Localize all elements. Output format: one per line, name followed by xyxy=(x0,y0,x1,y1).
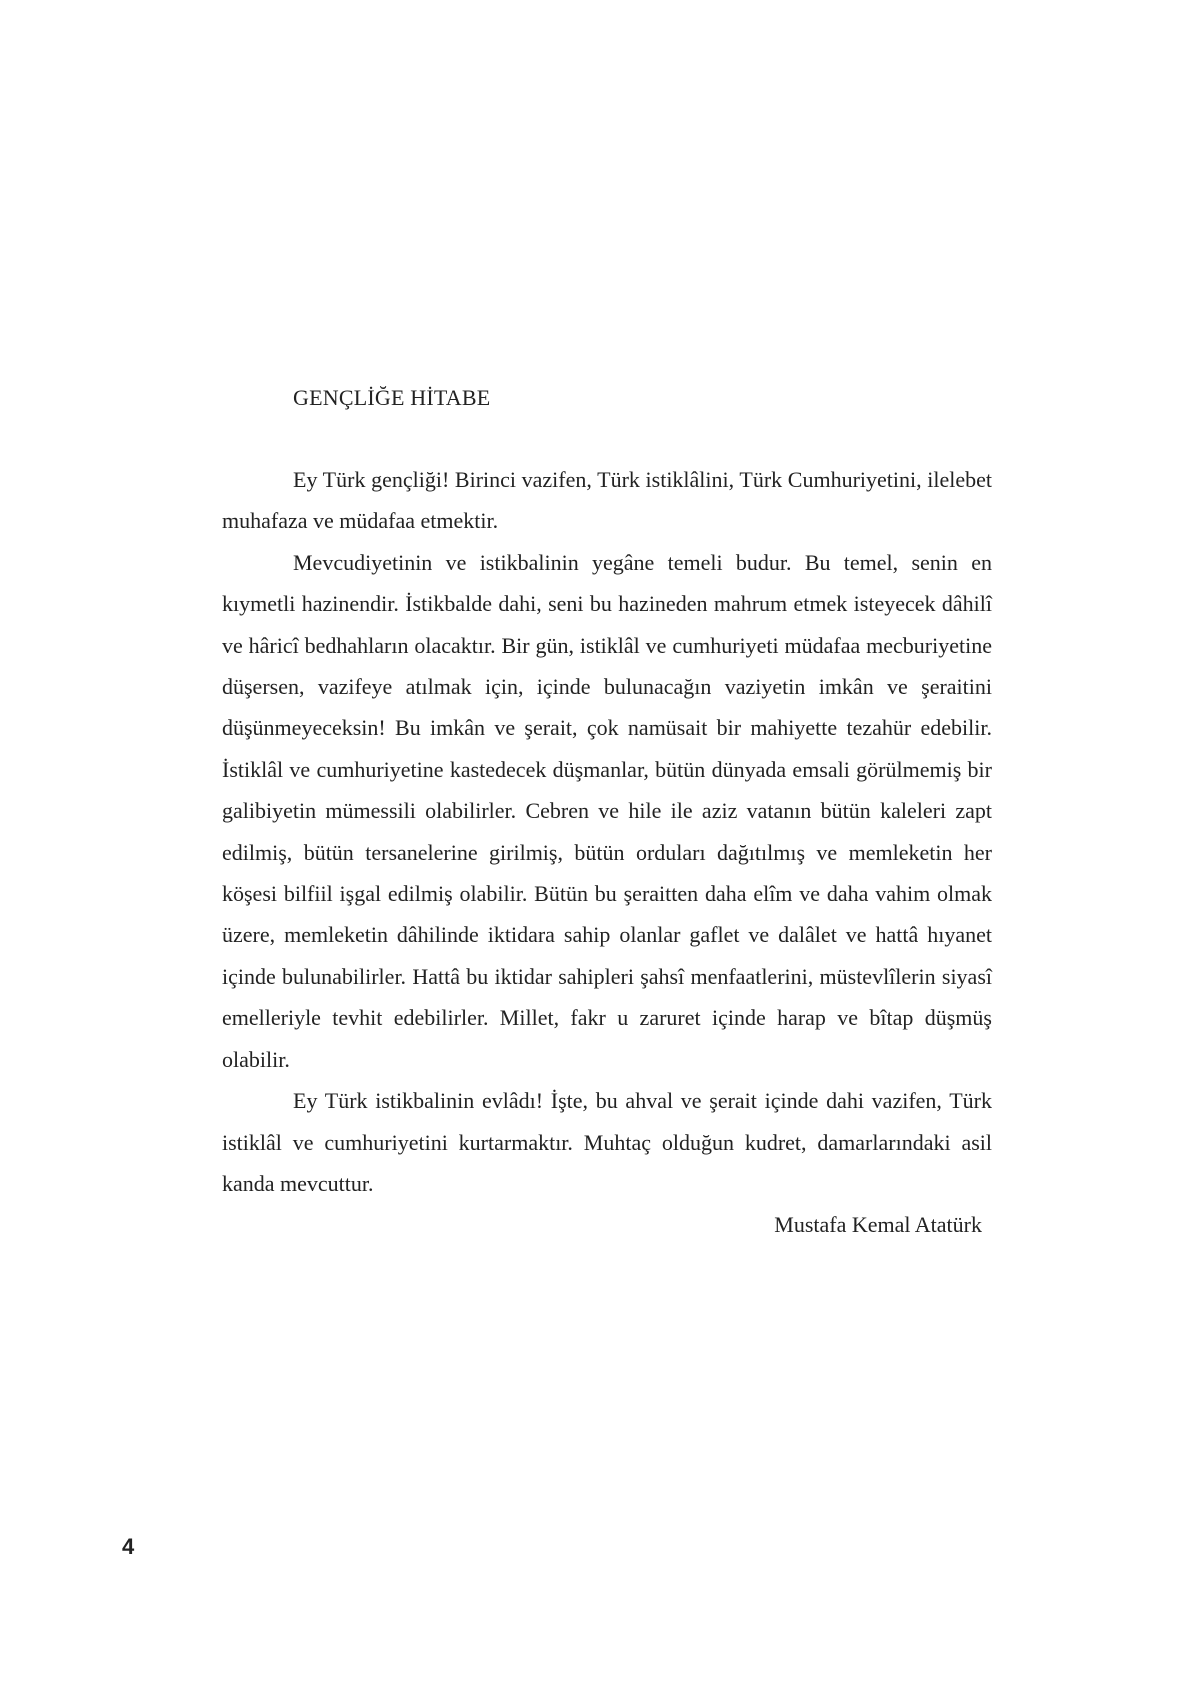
paragraph-1: Ey Türk gençliği! Birinci vazifen, Türk istiklâlini, Türk Cumhuriyetini, ilelebet muhafaza ve müdafaa etmektir. xyxy=(222,467,992,534)
paragraph-3: Ey Türk istikbalinin evlâdı! İşte, bu ahval ve şerait içinde dahi vazifen, Türk istiklâl ve cumhuriyetini kurtarmaktır. Muhtaç olduğun kudret, damarlarındaki asil kanda mevcuttur. xyxy=(222,1088,992,1196)
page-number: 4 xyxy=(122,1534,135,1559)
paragraph-2: Mevcudiyetinin ve istikbalinin yegâne temeli budur. Bu temel, senin en kıymetli hazinendir. İstikbalde dahi, seni bu hazineden mahrum etmek isteyecek dâhilî ve hâricî bedhahların olacaktır. Bir gün, istiklâl ve cumhuriyeti müdafaa mecburiyetine düşersen, vazifeye atılmak için, içinde bulunacağın vaziyetin imkân ve şeraitini düşünmeyeceksin! Bu imkân ve şerait, çok namüsait bir mahiyette tezahür edebilir. İstiklâl ve cumhuriyetine kastedecek düşmanlar, bütün dünyada emsali görülmemiş bir galibiyetin mümessili olabilirler. Cebren ve hile ile aziz vatanın bütün kaleleri zapt edilmiş, bütün tersanelerine girilmiş, bütün orduları dağıtılmış ve memleketin her köşesi bilfiil işgal edilmiş olabilir. Bütün bu şeraitten daha elîm ve daha vahim olmak üzere, memleketin dâhilinde iktidara sahip olanlar gaflet ve dalâlet ve hattâ hıyanet içinde bulunabilirler. Hattâ bu iktidar sahipleri şahsî menfaatlerini, müstevlîlerin siyasî emelleriyle tevhit edebilirler. Millet, fakr u zaruret içinde harap ve bîtap düşmüş olabilir. xyxy=(222,549,992,1072)
document-body xyxy=(222,383,992,1246)
signature: Mustafa Kemal Atatürk xyxy=(774,1212,982,1238)
document-title: GENÇLİĞE HİTABE xyxy=(293,385,491,410)
